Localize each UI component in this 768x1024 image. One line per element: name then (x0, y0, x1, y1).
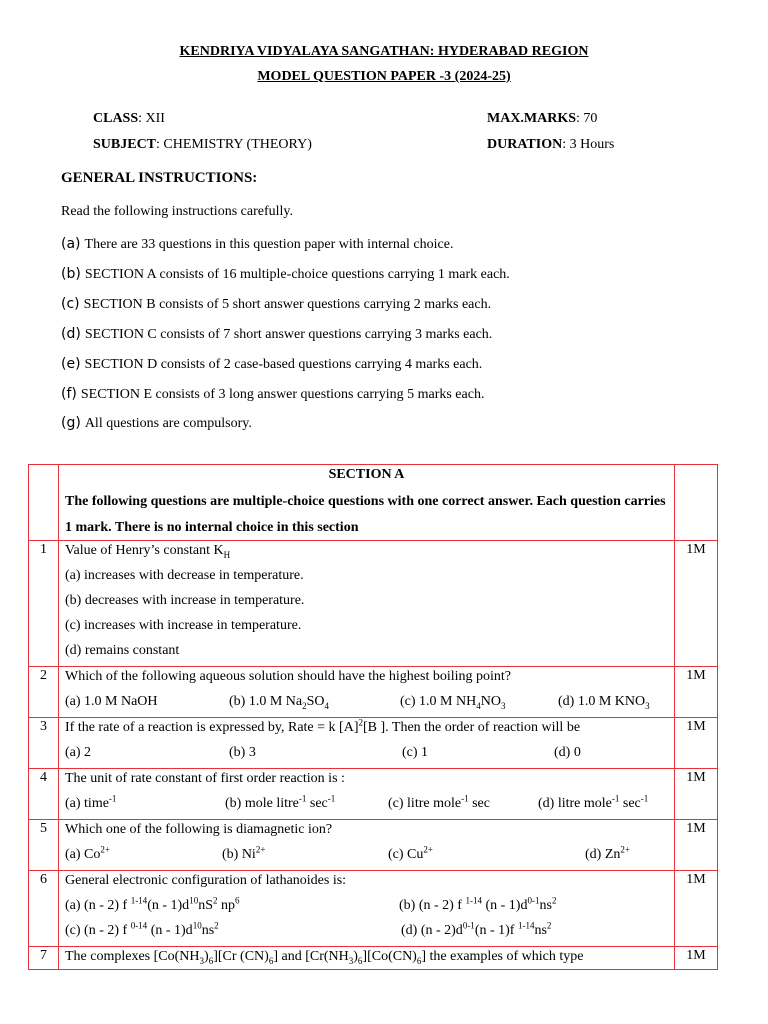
question-body (59, 667, 675, 718)
question-stem: Which of the following aqueous solution should have the highest boiling point? (65, 669, 511, 684)
instruction-item: (d) SECTION C consists of 7 short answer questions carrying 3 marks each. (61, 326, 493, 342)
question-body (59, 769, 675, 820)
option-b: (b) mole litre$^{-1}$ $\sec^{-1}$ (225, 793, 336, 811)
question-number: 5 (29, 820, 59, 871)
paper-title: MODEL QUESTION PAPER -3 (2024-25) (257, 69, 511, 84)
class-info: CLASS: XII (93, 111, 165, 126)
question-table (28, 464, 718, 970)
option-b: (b) $Ni^{2+}$ (222, 844, 266, 862)
question-body (59, 820, 675, 871)
instructions-intro: Read the following instructions carefully. (61, 204, 293, 219)
option-a: (a) increases with decrease in temperature. (65, 568, 304, 583)
question-stem: If the rate of a reaction is expressed by, Rate = k $[A]^2[B$ ]. Then the order of reaction will be (65, 717, 581, 735)
question-marks: 1M (675, 947, 718, 970)
option-a: (a) time$^{-1}$ (65, 793, 117, 811)
question-number: 7 (29, 947, 59, 970)
option-d: (d) remains constant (65, 643, 180, 658)
question-stem: The unit of rate constant of first order reaction is : (65, 771, 345, 786)
question-stem: Value of Henry’s constant $K_H$ (65, 543, 231, 560)
question-number: 1 (29, 541, 59, 667)
instructions-heading: GENERAL INSTRUCTIONS: (61, 170, 258, 186)
option-b: (b) 3 (229, 745, 256, 760)
option-c: (c) 1.0 M $NH_4NO_3$ (400, 694, 506, 711)
option-b: (b) decreases with increase in temperature. (65, 593, 305, 608)
option-d: (d) 1.0 M $KNO_3$ (558, 694, 650, 711)
subject-info: SUBJECT: CHEMISTRY (THEORY) (93, 137, 312, 152)
question-stem: General electronic configuration of lathanoides is: (65, 873, 347, 888)
option-d: (d) $Zn^{2+}$ (585, 844, 630, 862)
question-marks: 1M (675, 871, 718, 947)
question-marks: 1M (675, 769, 718, 820)
question-marks: 1M (675, 820, 718, 871)
question-stem: The complexes $[Co(NH_3)_6][Cr$ $(CN)_6$] and $[Cr(NH_3)_6][Co(CN)_6]$ the examples of which type (65, 949, 584, 966)
options-row (65, 921, 674, 946)
question-row (29, 871, 718, 947)
question-stem: Which one of the following is diamagnetic ion? (65, 822, 333, 837)
question-row (29, 541, 718, 667)
question-number: 6 (29, 871, 59, 947)
question-marks: 1M (675, 718, 718, 769)
instruction-item: (b) SECTION A consists of 16 multiple-choice questions carrying 1 mark each. (61, 266, 510, 282)
question-body (59, 871, 675, 947)
option-b: (b) (n - 2) f $^{1-14}$ $(n - 1)d^{0-1}ns^2$ (399, 895, 557, 913)
option-c: (c) litre mole$^{-1}$ sec (388, 793, 490, 811)
option-a: (a) 2 (65, 745, 92, 760)
options-row (65, 794, 674, 819)
question-row (29, 820, 718, 871)
question-row (29, 947, 718, 970)
option-d: (d) 0 (554, 745, 581, 760)
max-marks-info: MAX.MARKS: 70 (487, 111, 598, 126)
option-c: (c) $Cu^{2+}$ (388, 844, 433, 862)
option-a: (a) $Co^{2+}$ (65, 844, 110, 862)
question-number: 2 (29, 667, 59, 718)
option-b: (b) 1.0 M $Na_2SO_4$ (229, 694, 330, 711)
question-row (29, 667, 718, 718)
question-marks: 1M (675, 541, 718, 667)
options-row (65, 896, 674, 921)
question-body (59, 718, 675, 769)
option-c: (c) increases with increase in temperature. (65, 618, 302, 633)
options-row (65, 845, 674, 870)
duration-info: DURATION: 3 Hours (487, 137, 615, 152)
question-number: 4 (29, 769, 59, 820)
option-c: (c) 1 (402, 745, 429, 760)
section-note: The following questions are multiple-choice questions with one correct answer. Each question carries 1 mark. There is no internal choice in this section (65, 494, 666, 535)
options-row (65, 692, 674, 717)
question-number: 3 (29, 718, 59, 769)
option-a: (a) (n - 2) f $^{1-14}(n - 1)d^{10}nS^2$ $np^6$ (65, 895, 240, 913)
header-title: KENDRIYA VIDYALAYA SANGATHAN: HYDERABAD REGION (179, 44, 589, 59)
question-body (59, 541, 675, 667)
question-row (29, 718, 718, 769)
option-c: (c) (n - 2) f $^{0-14}$ $(n - 1)d^{10}ns^2$ (65, 920, 219, 938)
option-d: (d) litre mole$^{-1}$ $\sec^{-1}$ (538, 793, 649, 811)
instruction-item: (f) SECTION E consists of 3 long answer questions carrying 5 marks each. (61, 386, 485, 402)
instruction-item: (a) There are 33 questions in this question paper with internal choice. (61, 236, 454, 252)
question-body (59, 947, 675, 970)
option-d: (d) $(n - 2)d^{0-1}(n - 1)f$ $^{1-14}ns^2$ (401, 920, 552, 938)
instruction-item: (c) SECTION B consists of 5 short answer questions carrying 2 marks each. (61, 296, 492, 312)
question-marks: 1M (675, 667, 718, 718)
instruction-item: (e) SECTION D consists of 2 case-based questions carrying 4 marks each. (61, 356, 483, 372)
instruction-item: (g) All questions are compulsory. (61, 415, 252, 431)
section-title: SECTION A (328, 467, 405, 482)
question-row (29, 769, 718, 820)
options-row (65, 743, 674, 768)
section-header-row (29, 465, 718, 541)
option-a: (a) 1.0 M NaOH (65, 694, 158, 709)
